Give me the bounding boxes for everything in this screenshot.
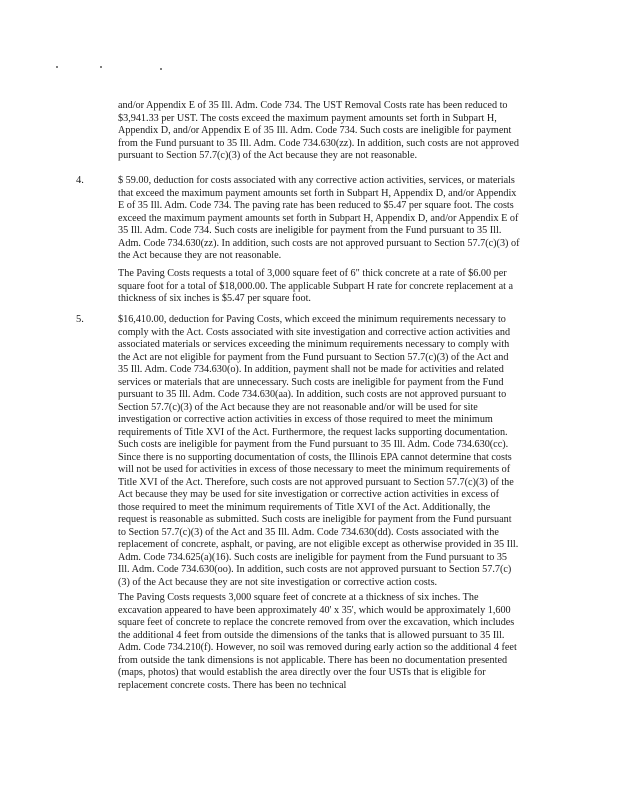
scan-speck	[160, 68, 162, 70]
item-number: 5.	[76, 314, 84, 325]
item-number: 4.	[76, 175, 84, 186]
item-paragraph: $ 59.00, deduction for costs associated with any corrective action activities, services, or materials that exceed the maximum payment amounts set forth in Subpart H, Appendix D, and/or Appendix E of 35 Ill. Adm. Code 734. The paving rate has been reduced to $5.47 per square foot. The costs exceed the maximum payment amounts set forth in Subpart H, Appendix D, and/or Appendix E of 35 Ill. Adm. Code 734. Such costs are ineligible for payment from the Fund pursuant to 35 Ill. Adm. Code 734.630(zz). In addition, such costs are not approved pursuant to Section 57.7(c)(3) of the Act because they are not reasonable.	[118, 175, 520, 261]
item-paragraph: The Paving Costs requests 3,000 square feet of concrete at a thickness of six inches. The excavation appeared to have been approximately 40' x 35', which would be approximately 1,600 square feet of concrete to replace the concrete removed from over the excavation, which includes the additional 4 feet from outside the dimensions of the tanks that is allowed pursuant to 35 Ill. Adm. Code 734.210(f). However, no soil was removed during early action so the additional 4 feet from outside the tank dimensions is not applicable. There has been no documentation presented (maps, photos) that would establish the area directly over the four USTs that is eligible for replacement concrete costs. There has been no technical	[118, 592, 517, 691]
scan-speck	[56, 66, 58, 68]
item-paragraph: The Paving Costs requests a total of 3,000 square feet of 6" thick concrete at a rate of $6.00 per square foot for a total of $18,000.00. The applicable Subpart H rate for concrete replacement at a thickness of six inches is $5.47 per square foot.	[118, 268, 513, 304]
scan-speck	[100, 66, 102, 68]
continuation-paragraph: and/or Appendix E of 35 Ill. Adm. Code 734. The UST Removal Costs rate has been reduced to $3,941.33 per UST. The costs exceed the maximum payment amounts set forth in Subpart H, Appendix D, and/or Appendix E of 35 Ill. Adm. Code 734. Such costs are ineligible for payment from the Fund pursuant to 35 Ill. Adm. Code 734.630(zz). In addition, such costs are not approved pursuant to Section 57.7(c)(3) of the Act because they are not reasonable.	[118, 100, 519, 161]
item-paragraph: $16,410.00, deduction for Paving Costs, which exceed the minimum requirements necessary to comply with the Act. Costs associated with site investigation and corrective action activities and associated materials or services exceeding the minimum requirements necessary to comply with the Act are not eligible for payment from the Fund pursuant to Section 57.7(c)(3) of the Act and 35 Ill. Adm. Code 734.630(o). In addition, payment shall not be made for activities and related services or materials that are unnecessary. Such costs are ineligible for payment from the Fund pursuant to 35 Ill. Adm. Code 734.630(aa). In addition, such costs are not approved pursuant to Section 57.7(c)(3) of the Act because they are not reasonable and/or will be used for site investigation or corrective action activities in excess of those required to meet the minimum requirements of Title XVI of the Act. Furthermore, the request lacks supporting documentation. Such costs are ineligible for payment from the Fund pursuant to 35 Ill. Adm. Code 734.630(cc). Since there is no supporting documentation of costs, the Illinois EPA cannot determine that costs will not be used for activities in excess of those necessary to meet the minimum requirements of Title XVI of the Act. Therefore, such costs are not approved pursuant to Section 57.7(c)(3) of the Act because they may be used for site investigation or corrective action activities in excess of those required to meet the minimum requirements of Title XVI of the Act. Additionally, the request is reasonable as submitted. Such costs are ineligible for payment from the Fund pursuant to Section 57.7(c)(3) of the Act and 35 Ill. Adm. Code 734.630(dd). Costs associated with the replacement of concrete, asphalt, or paving, are not eligible except as otherwise provided in 35 Ill. Adm. Code 734.625(a)(16). Such costs are ineligible for payment from the Fund pursuant to 35 Ill. Adm. Code 734.630(oo). In addition, such costs are not approved pursuant to Section 57.7(c)(3) of the Act because they are not site investigation or corrective action costs.	[118, 314, 519, 588]
